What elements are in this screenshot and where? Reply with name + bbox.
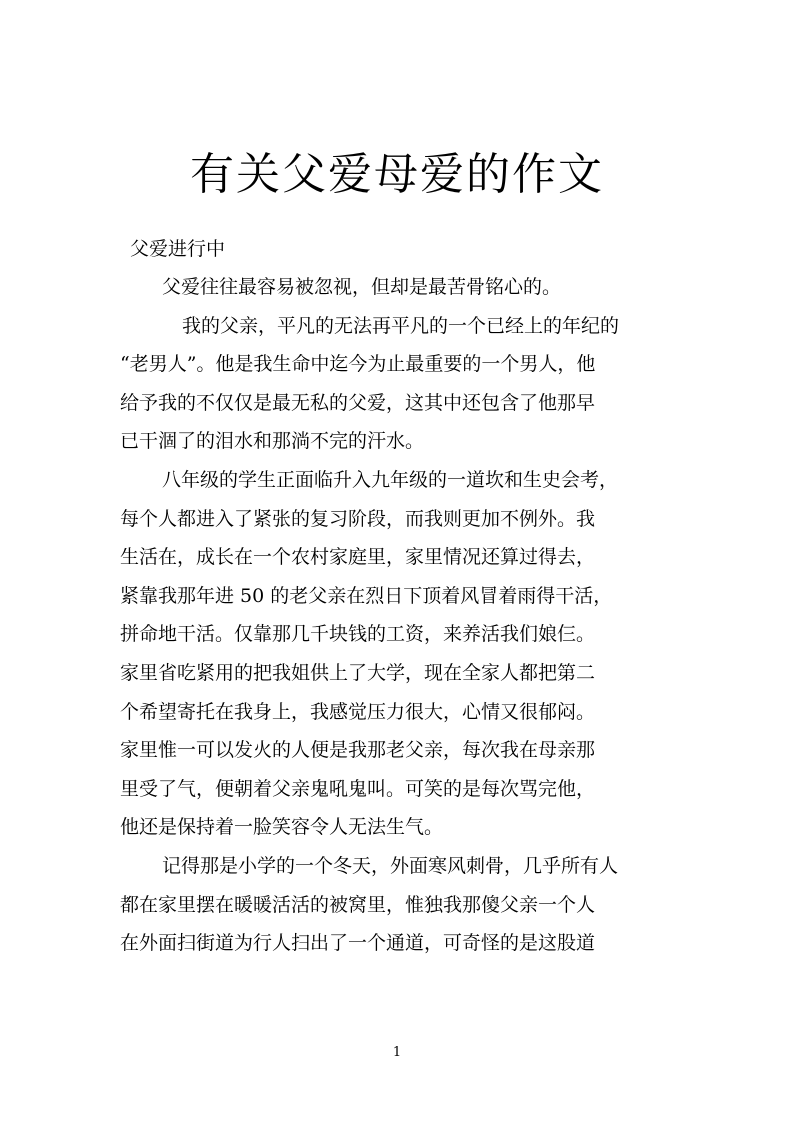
paragraph-line: 每个人都进入了紧张的复习阶段，而我则更加不例外。我 bbox=[120, 507, 596, 530]
document-title: 有关父爱母爱的作文 bbox=[190, 149, 604, 200]
document-subtitle: 父爱进行中 bbox=[130, 238, 226, 260]
paragraph-line: “老男人”。他是我生命中迄今为止最重要的一个男人，他 bbox=[120, 353, 596, 376]
paragraph-line: 紧靠我那年进 50 的老父亲在烈日下顶着风冒着雨得干活， bbox=[120, 584, 613, 607]
paragraph-line: 已干涸了的泪水和那淌不完的汗水。 bbox=[120, 430, 425, 453]
paragraph-line: 生活在，成长在一个农村家庭里，家里情况还算过得去， bbox=[120, 546, 596, 569]
paragraph-line: 记得那是小学的一个冬天，外面寒风刺骨，几乎所有人 bbox=[162, 854, 619, 877]
page-number: 1 bbox=[392, 1045, 402, 1060]
paragraph-line: 都在家里摆在暖暖活活的被窝里，惟独我那傻父亲一个人 bbox=[120, 893, 596, 916]
paragraph-line: 个希望寄托在我身上，我感觉压力很大，心情又很郁闷。 bbox=[120, 700, 596, 723]
paragraph-line: 父爱往往最容易被忽视，但却是最苦骨铭心的。 bbox=[162, 276, 562, 298]
paragraph-line: 里受了气，便朝着父亲鬼吼鬼叫。可笑的是每次骂完他， bbox=[120, 777, 596, 800]
paragraph-line: 八年级的学生正面临升入九年级的一道坎和生史会考， bbox=[162, 468, 619, 491]
document-body bbox=[120, 268, 680, 963]
paragraph-line: 我的父亲，平凡的无法再平凡的一个已经上的年纪的 bbox=[182, 314, 620, 337]
paragraph-line: 给予我的不仅仅是最无私的父爱，这其中还包含了他那早 bbox=[120, 391, 596, 414]
paragraph-line: 他还是保持着一脸笑容令人无法生气。 bbox=[120, 816, 444, 839]
paragraph-line: 在外面扫街道为行人扫出了一个通道，可奇怪的是这股道 bbox=[120, 932, 596, 955]
paragraph-line: 拼命地干活。仅靠那几千块钱的工资，来养活我们娘仨。 bbox=[120, 623, 596, 646]
paragraph-line: 家里省吃紧用的把我姐供上了大学，现在全家人都把第二 bbox=[120, 661, 596, 684]
paragraph-line: 家里惟一可以发火的人便是我那老父亲，每次我在母亲那 bbox=[120, 739, 596, 762]
